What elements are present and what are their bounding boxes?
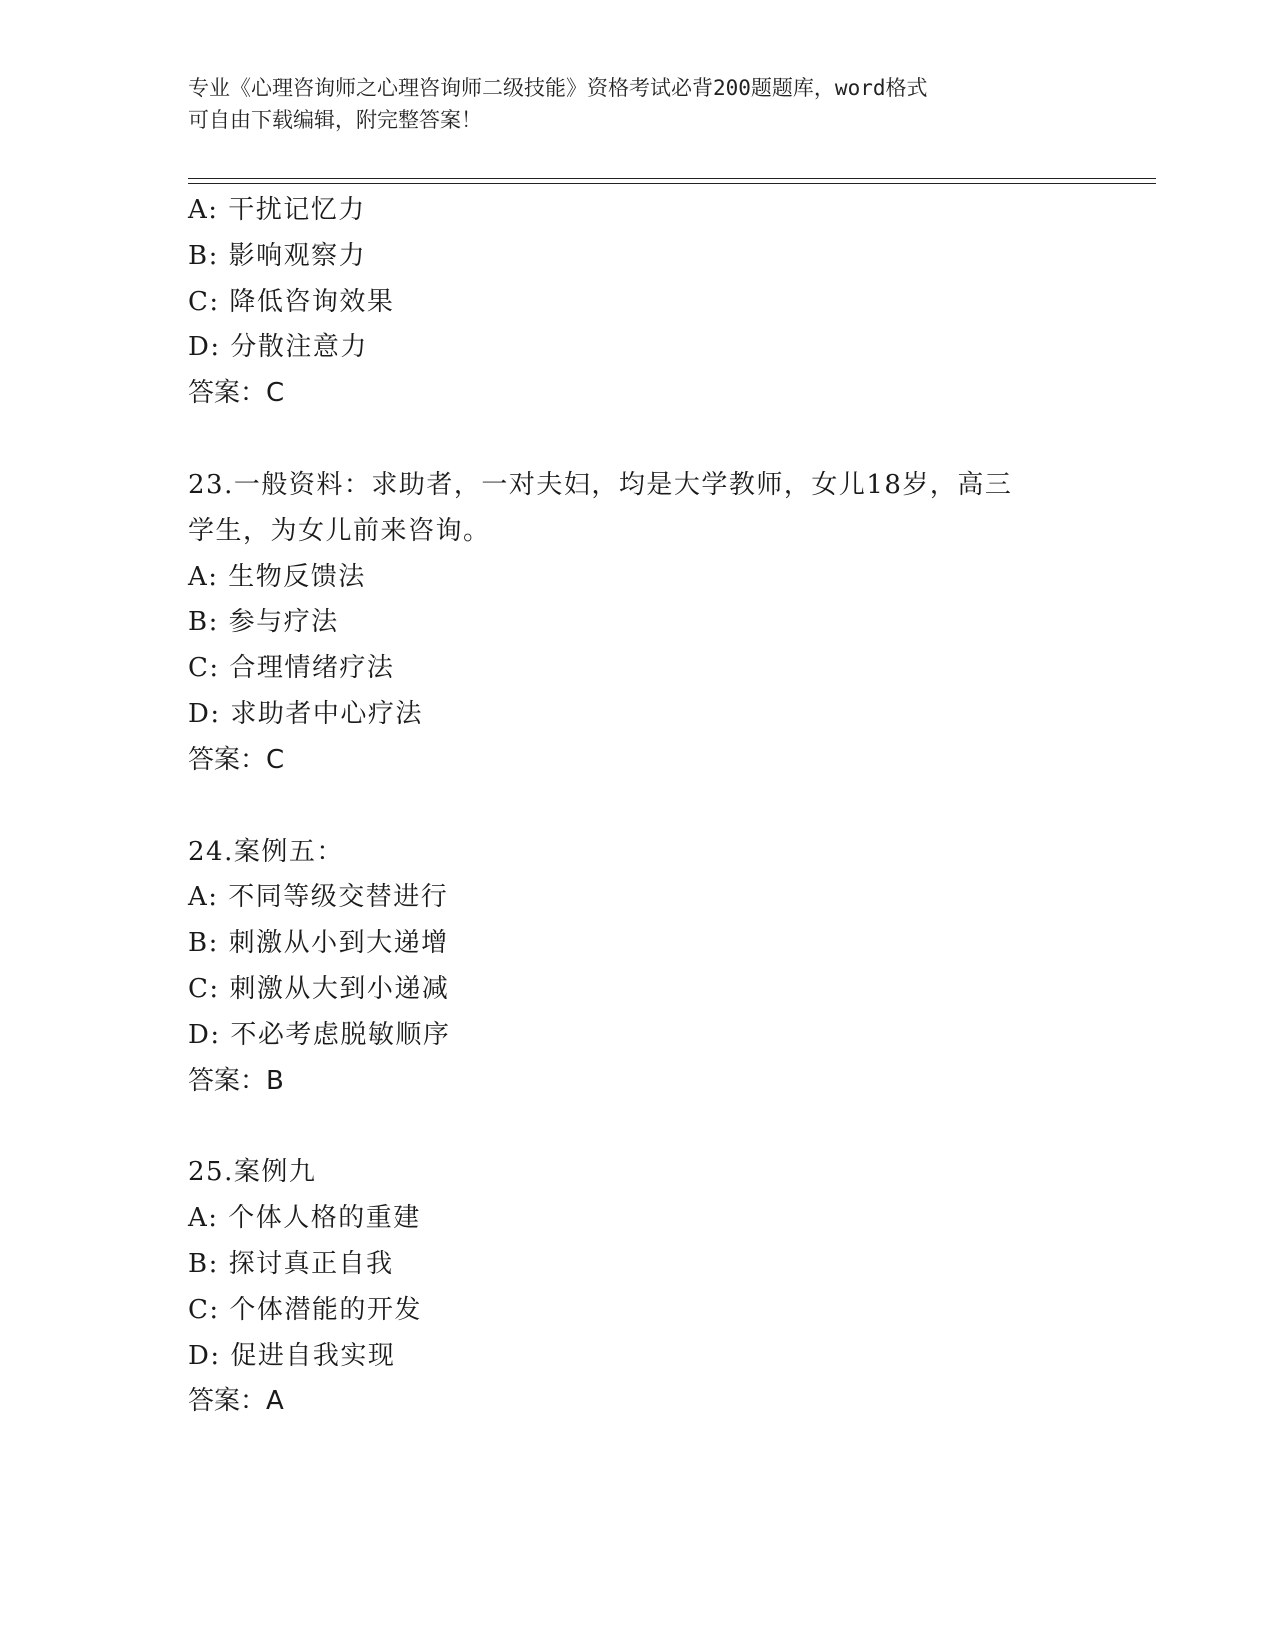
- header-divider-bottom: [188, 183, 1156, 184]
- question-block-22: [188, 188, 1148, 417]
- option-d: D: 分散注意力: [188, 332, 368, 363]
- document-header: [188, 72, 1088, 136]
- option-a: A: 生物反馈法: [188, 561, 366, 592]
- option-b: B: 参与疗法: [188, 607, 339, 638]
- spacer: [188, 1104, 1148, 1150]
- question-block-23: [188, 463, 1148, 784]
- answer-line: 答案：C: [188, 744, 285, 775]
- option-d: D: 求助者中心疗法: [188, 698, 423, 729]
- header-divider-top: [188, 178, 1156, 179]
- spacer: [188, 417, 1148, 463]
- header-line-2: 可自由下载编辑，附完整答案！: [188, 108, 482, 132]
- option-a: A: 干扰记忆力: [188, 195, 366, 225]
- option-b: B: 刺激从小到大递增: [188, 928, 449, 959]
- header-line-1: 专业《心理咨询师之心理咨询师二级技能》资格考试必背200题题库，word格式: [188, 76, 928, 100]
- question-block-24: [188, 830, 1148, 1105]
- option-c: C: 合理情绪疗法: [188, 653, 395, 684]
- option-c: C: 刺激从大到小递减: [188, 973, 450, 1004]
- option-c: C: 个体潜能的开发: [188, 1294, 422, 1325]
- option-c: C: 降低咨询效果: [188, 286, 395, 317]
- question-stem: 24.案例五：: [188, 836, 344, 867]
- question-stem-continued: 学生，为女儿前来咨询。: [188, 515, 491, 546]
- spacer: [188, 784, 1148, 830]
- option-a: A: 不同等级交替进行: [188, 882, 449, 913]
- question-stem: 23.一般资料：求助者，一对夫妇，均是大学教师，女儿18岁，高三: [188, 469, 1013, 500]
- option-d: D: 促进自我实现: [188, 1340, 396, 1371]
- option-a: A: 个体人格的重建: [188, 1203, 421, 1234]
- option-b: B: 影响观察力: [188, 240, 367, 271]
- option-d: D: 不必考虑脱敏顺序: [188, 1019, 451, 1050]
- answer-line: 答案：A: [188, 1386, 284, 1417]
- option-b: B: 探讨真正自我: [188, 1248, 394, 1279]
- answer-line: 答案：B: [188, 1065, 284, 1096]
- answer-line: 答案：C: [188, 378, 285, 409]
- question-list: [188, 188, 1148, 1425]
- question-stem: 25.案例九: [188, 1157, 317, 1188]
- question-block-25: [188, 1150, 1148, 1425]
